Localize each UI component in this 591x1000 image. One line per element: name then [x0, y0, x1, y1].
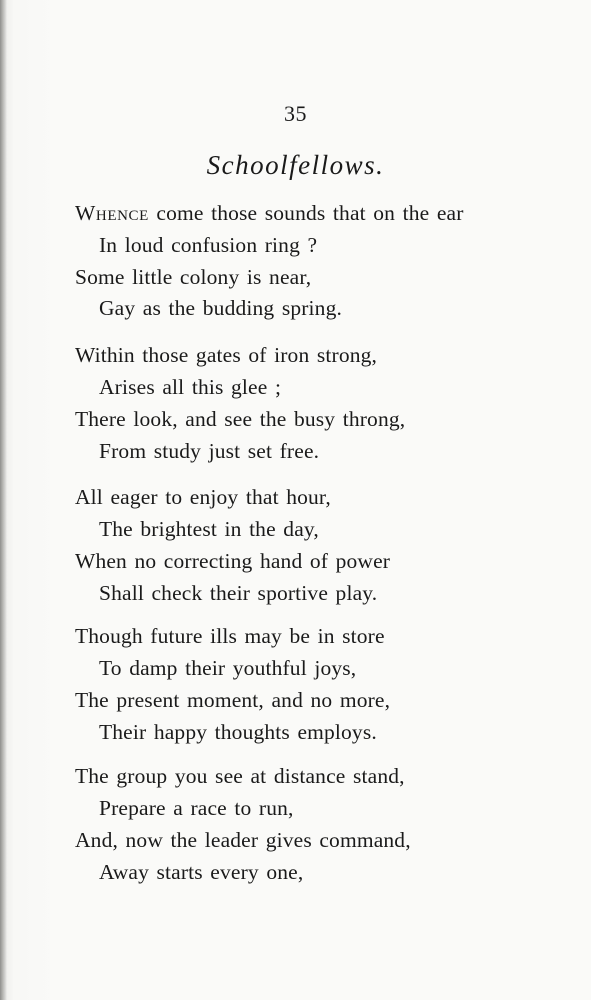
poem-line [75, 201, 464, 226]
page-number: 35 [284, 101, 307, 126]
poem-title: Schoolfellows. [206, 150, 385, 180]
opening-word: Whence [75, 201, 149, 225]
poem-line: Shall check their sportive play. [99, 581, 378, 605]
poem-line: And, now the leader gives command, [75, 828, 411, 852]
poem-line-text: come those sounds that on the ear [148, 201, 464, 225]
poem-line: The present moment, and no more, [75, 688, 391, 712]
poem-line: To damp their youthful joys, [99, 656, 357, 680]
poem-line: Their happy thoughts employs. [99, 720, 377, 744]
poem-line: Within those gates of iron strong, [75, 343, 378, 367]
poem-line: Some little colony is near, [75, 265, 312, 289]
poem-line: Arises all this glee ; [99, 375, 282, 399]
poem-line: The brightest in the day, [99, 517, 319, 541]
poem-line: All eager to enjoy that hour, [75, 485, 331, 509]
poem-line: Prepare a race to run, [99, 796, 294, 820]
poem-line: In loud confusion ring ? [99, 233, 318, 257]
poem-line: Though future ills may be in store [75, 624, 385, 648]
poem-line: Away starts every one, [99, 860, 304, 884]
poem-line: There look, and see the busy throng, [75, 407, 406, 431]
poem-line: Gay as the budding spring. [99, 296, 342, 320]
poem-line: From study just set free. [99, 439, 320, 463]
poem-line: The group you see at distance stand, [75, 764, 405, 788]
poem-line: When no correcting hand of power [75, 549, 391, 573]
